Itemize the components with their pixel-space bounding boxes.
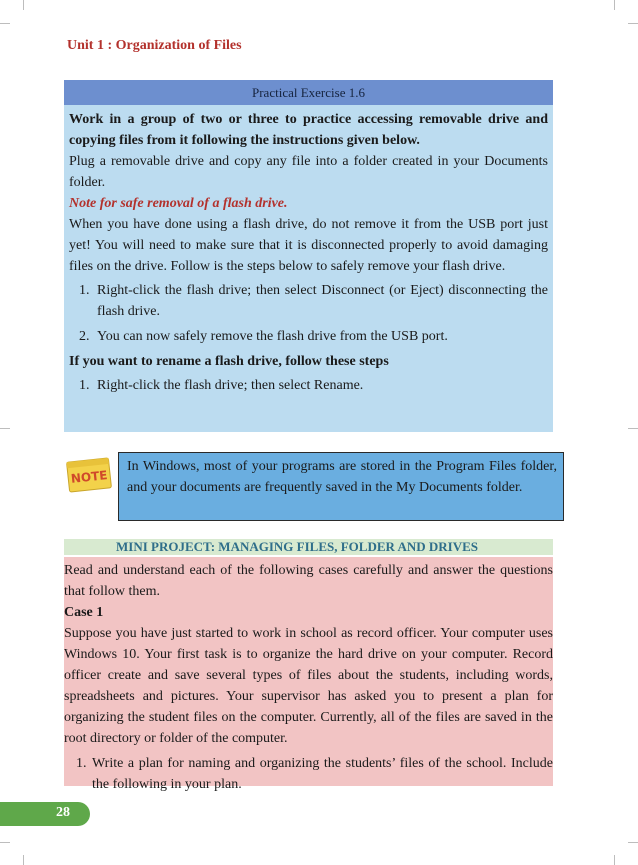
crop-mark [23, 0, 24, 10]
exercise-note-heading: Note for safe removal of a flash drive. [69, 196, 288, 211]
page-number: 28 [56, 805, 70, 820]
exercise-instruction: Plug a removable drive and copy any file into a folder created in your Documents folder. [69, 154, 548, 190]
list-number: 2. [79, 329, 90, 344]
list-number: 1. [79, 378, 90, 393]
practical-exercise-box [64, 80, 553, 432]
list-item [69, 326, 548, 347]
crop-mark [614, 0, 615, 10]
page-number-tab [0, 802, 90, 826]
crop-mark [628, 23, 638, 24]
exercise-paragraph: When you have done using a flash drive, do not remove it from the USB port just yet! You will need to make sure that it is disconnected properly to avoid damaging files on the drive. Follow is the steps below to safely remove your flash drive. [69, 217, 548, 274]
exercise-body [64, 105, 553, 396]
crop-mark [0, 428, 10, 429]
rename-steps [69, 375, 548, 396]
list-item [69, 280, 548, 322]
list-number: 1. [79, 283, 90, 298]
list-number: 1. [76, 756, 87, 771]
list-item [69, 375, 548, 396]
mini-project-intro: Read and understand each of the following cases carefully and answer the questions that follow them. [64, 563, 553, 599]
exercise-title: Practical Exercise 1.6 [64, 80, 553, 105]
mini-project-title: MINI PROJECT: MANAGING FILES, FOLDER AND DRIVES [64, 539, 553, 555]
case-tasks [64, 753, 553, 795]
crop-mark [0, 842, 10, 843]
crop-mark [628, 842, 638, 843]
rename-heading: If you want to rename a flash drive, follow these steps [69, 354, 389, 369]
list-text: You can now safely remove the flash drive from the USB port. [97, 329, 448, 344]
crop-mark [628, 428, 638, 429]
list-text: Right-click the flash drive; then select Rename. [97, 378, 364, 393]
crop-mark [614, 855, 615, 865]
list-item [64, 753, 553, 795]
case-body [64, 557, 553, 795]
list-text: Right-click the flash drive; then select Disconnect (or Eject) disconnecting the flash drive. [97, 283, 548, 319]
note-sticker-icon [64, 455, 114, 495]
case-label: Case 1 [64, 605, 104, 620]
exercise-intro: Work in a group of two or three to practice accessing removable drive and copying files from it following the instructions given below. [69, 112, 548, 148]
case-box [64, 557, 553, 792]
note-badge-label: NOTE [70, 468, 109, 486]
list-text: Write a plan for naming and organizing the students’ files of the school. Include the following in your plan. [92, 756, 553, 792]
crop-mark [0, 23, 10, 24]
case-text: Suppose you have just started to work in school as record officer. Your computer uses Windows 10. Your first task is to organize the hard drive on your computer. Record officer create and save several types of files about the students, including words, spreadsheets and pictures. Your supervisor has asked you to present a plan for organizing the student files on the computer. Currently, all of the files are saved in the root directory or folder of the computer. [64, 626, 553, 746]
safe-removal-steps [69, 280, 548, 347]
note-box: In Windows, most of your programs are stored in the Program Files folder, and your documents are frequently saved in the My Documents folder. [118, 452, 564, 521]
crop-mark [23, 855, 24, 865]
unit-title: Unit 1 : Organization of Files [67, 38, 242, 53]
